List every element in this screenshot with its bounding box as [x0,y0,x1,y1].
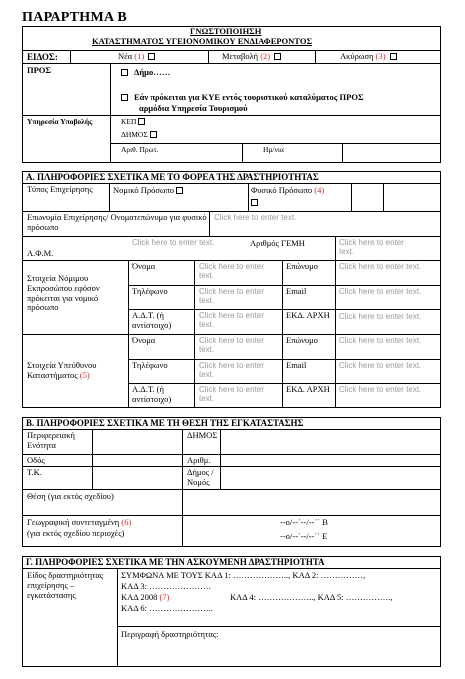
business-name-input[interactable]: Click here to enter text. [214,213,297,222]
rep-id-label: Α.Δ.Τ. (ή αντίστοιχο) [132,310,172,330]
number-label: Αριθμ. [187,455,211,465]
dimos-checkbox[interactable] [150,131,157,138]
to-municipality: Δήμο…… [121,68,170,78]
legal-entity-option: Νομικό Πρόσωπο [113,186,183,196]
tourism-checkbox[interactable] [121,94,128,101]
postal-code-label: Τ.Κ. [27,467,42,477]
store-manager-label: Στοιχεία Υπεύθυνου Καταστήματος (5) [27,360,97,380]
rep-surname-input[interactable]: Click here to enter text. [339,262,422,271]
kad-line-3: ΚΑΔ 4: ……………….., ΚΑΔ 5: ……………., [230,592,393,602]
activity-description-label: Περιγραφή δραστηριότητας: [121,629,219,639]
manager-surname-input[interactable]: Click here to enter text. [339,336,422,345]
type-label: ΕΙΔΟΣ: [27,52,58,62]
natural-person-option: Φυσικό Πρόσωπο (4) [251,185,325,195]
rep-name-label: Όνομα [132,261,156,271]
protocol-number-label: Αριθ. Πρωτ. [121,145,159,154]
manager-name-label: Όνομα [132,335,156,345]
to-tourism-line1: Εάν πρόκειται για ΚΥΕ εντός τουριστικού καταλύματος ΠΡΟΣ [121,93,364,103]
business-name-label: Επωνυμία Επιχείρησης/ Ονοματεπώνυμο για φυσικό πρόσωπο [27,212,207,232]
kad-line-1: ΣΥΜΦΩΝΑ ΜΕ ΤΟΥΣ ΚΑΔ 1: ……………….., ΚΑΔ 2: ……………, [121,570,366,580]
coords-note: (για εκτός σχεδίου περιοχές) [27,528,125,538]
municipality-prefecture-label: Δήμος / Νομός [187,467,214,487]
natural-person-checkbox[interactable] [251,199,258,206]
manager-name-input[interactable]: Click here to enter text. [199,336,264,355]
manager-phone-input[interactable]: Click here to enter text. [199,361,264,380]
manager-surname-label: Επώνυμο [286,335,318,345]
rep-name-input[interactable]: Click here to enter text. [199,262,264,281]
manager-id-label: Α.Δ.Τ. (ή αντίστοιχο) [132,384,172,404]
kad-2008-label: ΚΑΔ 2008 (7) [121,592,170,602]
legal-entity-checkbox[interactable] [176,187,183,194]
business-type-label: Τύπος Επιχείρησης [27,184,93,194]
manager-email-label: Email [286,360,307,370]
municipality-checkbox[interactable] [121,69,128,76]
notice-title-line2: ΚΑΤΑΣΤΗΜΑΤΟΣ ΥΓΕΙΟΝΟΜΙΚΟΥ ΕΝΔΙΑΦΕΡΟΝΤΟΣ [92,36,312,46]
section-b-title: Β. ΠΛΗΡΟΦΟΡΙΕΣ ΣΧΕΤΙΚΑ ΜΕ ΤΗ ΘΕΣΗ ΤΗΣ ΕΓΚΑΤΑΣΤΑΣΗΣ [26,418,304,428]
street-label: Οδός [27,455,45,465]
legal-representative-label: Στοιχεία Νόμιμου Εκπροσώπου εφόσον πρόκειται για νομικό πρόσωπο [27,273,100,313]
manager-phone-label: Τηλέφωνο [132,360,168,370]
change-checkbox[interactable] [274,53,281,60]
rep-surname-label: Επώνυμο [286,261,318,271]
rep-issuing-label: ΕΚΔ. ΑΡΧΗ [286,310,330,320]
rep-issuing-input[interactable]: Click here to enter text. [339,312,422,321]
page-title: ΠΑΡΑΡΤΗΜΑ Β [22,10,128,25]
activity-type-label: Είδος δραστηριότητας επιχείρησης – εγκατάστασης [27,570,104,600]
out-of-plan-label: Θέση (για εκτός σχεδίου) [27,491,114,501]
afm-input[interactable]: Click here to enter text. [132,238,215,247]
rep-id-input[interactable]: Click here to enter text. [199,311,264,330]
manager-email-input[interactable]: Click here to enter text. [339,361,422,370]
rep-phone-input[interactable]: Click here to enter text. [199,287,264,306]
manager-issuing-input[interactable]: Click here to enter text. [339,385,422,394]
gemi-input[interactable]: Click here to enter text. [339,238,404,257]
dimos-label: ΔΗΜΟΣ [187,430,218,440]
region-label: Περιφερειακή Ενότητα [27,430,75,450]
rep-email-input[interactable]: Click here to enter text. [339,287,422,296]
submission-label: Υπηρεσία Υποβολής [27,117,93,126]
section-a-title: Α. ΠΛΗΡΟΦΟΡΙΕΣ ΣΧΕΤΙΚΑ ΜΕ ΤΟ ΦΟΡΕΑ ΤΗΣ ΔΡΑΣΤΗΡΙΟΤΗΤΑΣ [26,172,319,182]
new-checkbox[interactable] [148,53,155,60]
section-c-title: Γ. ΠΛΗΡΟΦΟΡΙΕΣ ΣΧΕΤΙΚΑ ΜΕ ΤΗΝ ΑΣΚΟΥΜΕΝΗ ΔΡΑΣΤΗΡΙΟΤΗΤΑ [26,557,325,567]
to-label: ΠΡΟΣ [27,65,51,75]
kad-line-4: ΚΑΔ 6: ………………….. [121,603,213,613]
type-cancel: Ακύρωση (3) [340,52,397,62]
afm-label: Α.Φ.Μ. [27,248,54,258]
rep-email-label: Email [286,286,307,296]
date-label: Ημ/νια [263,145,284,154]
coord-east-input[interactable]: --o/--΄--/--΄΄ Ε [280,531,328,541]
to-tourism-line2: αρμόδια Υπηρεσία Τουρισμού [139,103,248,113]
gemi-label: Αριθμός ΓΕΜΗ [250,238,305,248]
notice-title-line1: ΓΝΩΣΤΟΠΟΙΗΣΗ [190,26,262,36]
coord-north-input[interactable]: --o/--΄--/--΄΄ Β [280,517,328,527]
cancel-checkbox[interactable] [390,53,397,60]
manager-issuing-label: ΕΚΔ. ΑΡΧΗ [286,384,330,394]
type-change: Μεταβολή (2) [222,52,281,62]
coords-label: Γεωγραφική συντεταγμένη (6) [27,517,132,527]
type-new: Νέα (1) [118,52,155,62]
manager-id-input[interactable]: Click here to enter text. [199,385,264,404]
kad-line-2: ΚΑΔ 3: …………………. [121,581,211,591]
submission-kep: ΚΕΠ [121,118,145,127]
kep-checkbox[interactable] [138,118,145,125]
submission-dimos: ΔΗΜΟΣ [121,131,157,140]
rep-phone-label: Τηλέφωνο [132,286,168,296]
